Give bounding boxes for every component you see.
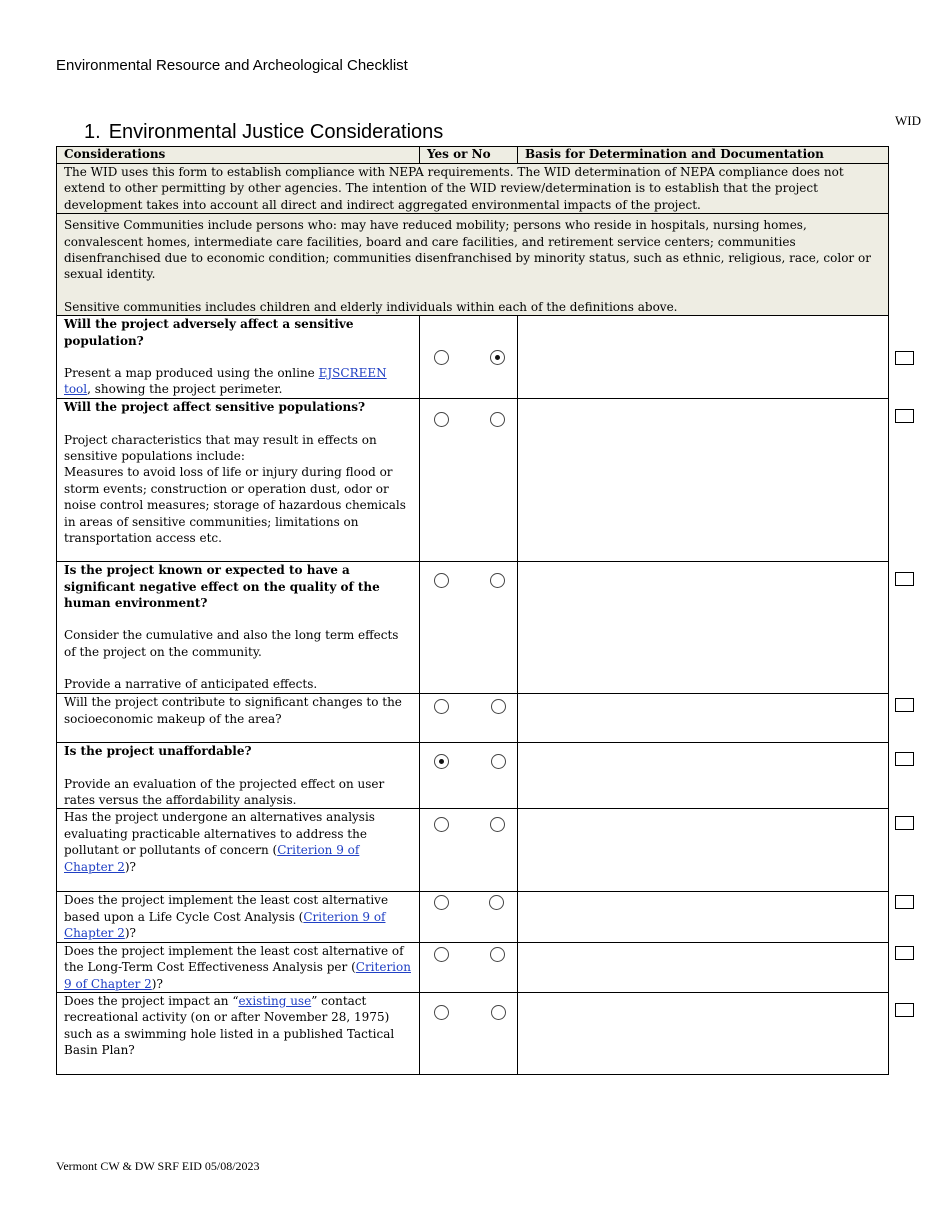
wid-checkbox[interactable] [895,1003,914,1017]
question-text [64,809,412,875]
criterion-9-link[interactable]: Criterion 9 of Chapter 2 [64,909,386,941]
yes-no-cell [420,399,518,562]
table-row [57,809,889,892]
instruction-text: Measures to avoid loss of life or injury during flood or storm events; construction or operation dust, odor or noise control measures; storage of hazardous chemicals in areas of sensitive communities; limitations on transportation access etc. [64,465,406,546]
column-header-yes-no: Yes or No [420,147,518,164]
yes-radio[interactable] [434,1005,449,1020]
instruction-text: Provide an evaluation of the projected effect on user rates versus the affordability analysis. [64,776,385,808]
wid-checkbox[interactable] [895,698,914,712]
no-radio[interactable] [491,699,506,714]
consideration-cell [57,399,420,562]
question-text: Is the project unaffordable? [64,744,252,759]
wid-checkbox[interactable] [895,946,914,960]
sensitive-communities-cell [57,214,889,316]
question-text: Is the project known or expected to have a significant negative effect on the quality of the human environment? [64,563,380,611]
table-header-row [57,147,889,164]
instruction-text: Provide a narrative of anticipated effects. [64,677,318,692]
sensitive-communities-row [57,214,889,316]
question-text: Will the project affect sensitive populations? [64,400,365,415]
basis-cell[interactable] [518,743,889,809]
basis-cell[interactable] [518,399,889,562]
table-row [57,992,889,1074]
wid-checkbox[interactable] [895,816,914,830]
basis-cell[interactable] [518,892,889,942]
question-text-part: Does the project impact an “ [64,993,239,1008]
no-radio[interactable] [490,412,505,427]
yes-radio[interactable] [434,754,449,769]
wid-checkbox[interactable] [895,351,914,365]
document-header: Environmental Resource and Archeological Checklist [56,57,408,74]
instruction-text: Consider the cumulative and also the long term effects of the project on the community. [64,628,399,659]
question-text-part: Does the project implement the least cost alternative based upon a Life Cycle Cost Analysis ( [64,893,389,924]
wid-checkbox[interactable] [895,409,914,423]
section-number: 1. [84,121,101,143]
existing-use-link[interactable]: existing use [238,993,312,1008]
table-row [57,942,889,992]
no-radio[interactable] [489,895,504,910]
column-header-basis: Basis for Determination and Documentation [518,147,889,164]
table-row [57,892,889,942]
yes-no-cell [420,809,518,892]
intro-row [57,164,889,214]
criterion-9-link[interactable]: Criterion 9 of Chapter 2 [64,960,411,991]
question-text-part: )? [124,859,136,874]
no-radio[interactable] [491,754,506,769]
table-row [57,562,889,694]
basis-cell[interactable] [518,942,889,992]
consideration-cell [57,809,420,892]
section-title [84,121,443,144]
yes-no-cell [420,992,518,1074]
question-text: Will the project adversely affect a sensitive population? [64,317,354,348]
yes-radio[interactable] [434,350,449,365]
no-radio[interactable] [491,1005,506,1020]
consideration-cell [57,992,420,1074]
instruction-text-part: Present a map produced using the online [64,366,319,381]
basis-cell[interactable] [518,694,889,743]
instruction-text [64,365,412,398]
consideration-cell [57,694,420,743]
question-text [64,993,412,1059]
question-text: Will the project contribute to significant changes to the socioeconomic makeup of the area? [64,695,402,726]
yes-no-cell [420,892,518,942]
question-text-part: )? [124,926,136,941]
no-radio[interactable] [490,350,505,365]
consideration-cell [57,743,420,809]
yes-radio[interactable] [434,817,449,832]
no-radio[interactable] [490,573,505,588]
yes-no-cell [420,316,518,399]
consideration-cell [57,942,420,992]
consideration-cell [57,892,420,942]
considerations-table [56,146,889,1075]
column-header-considerations: Considerations [57,147,420,164]
consideration-cell [57,562,420,694]
question-text [64,892,412,941]
section-title-text: Environmental Justice Considerations [108,121,444,143]
instruction-text: Project characteristics that may result in effects on sensitive populations include: [64,432,377,464]
basis-cell[interactable] [518,809,889,892]
yes-radio[interactable] [434,412,449,427]
table-row [57,316,889,399]
wid-checkbox[interactable] [895,572,914,586]
no-radio[interactable] [490,947,505,962]
sensitive-communities-definition: Sensitive Communities include persons who: may have reduced mobility; persons who reside in hospitals, nursing homes, convalescent homes, intermediate care facilities, board and care facilities, and retirement service centers; communities disenfranchised due to economic condition; communities disenfranchised by minority status, such as ethnic, religious, race, color or sexual identity. [64,218,871,282]
yes-no-cell [420,743,518,809]
yes-radio[interactable] [434,947,449,962]
question-text-part: Does the project implement the least cost alternative of the Long-Term Cost Effectiveness Analysis per ( [64,943,404,975]
basis-cell[interactable] [518,562,889,694]
yes-no-cell [420,942,518,992]
question-text-part: Has the project undergone an alternatives analysis evaluating practicable alternatives to address the pollutant or pollutants of concern ( [64,810,375,858]
question-text-part: ” contact recreational activity (on or after November 28, 1975) such as a swimming hole listed in a published Tactical Basin Plan? [64,993,395,1058]
wid-checkbox[interactable] [895,752,914,766]
yes-no-cell [420,694,518,743]
wid-column-label: WID [895,113,921,128]
yes-radio[interactable] [434,573,449,588]
sensitive-communities-note: Sensitive communities includes children and elderly individuals within each of the definitions above. [64,299,678,314]
basis-cell[interactable] [518,316,889,399]
intro-text: The WID uses this form to establish compliance with NEPA requirements. The WID determination of NEPA compliance does not extend to other permitting by other agencies. The intention of the WID review/determination is to establish that the project development takes into account all direct and indirect aggregated environmental impacts of the project. [57,164,889,214]
yes-no-cell [420,562,518,694]
yes-radio[interactable] [434,699,449,714]
table-row [57,399,889,562]
document-footer: Vermont CW & DW SRF EID 05/08/2023 [56,1159,260,1173]
criterion-9-link[interactable]: Criterion 9 of Chapter 2 [64,843,360,874]
table-row [57,743,889,809]
question-text [64,943,412,992]
instruction-text-part: , showing the project perimeter. [87,382,283,397]
consideration-cell [57,316,420,399]
table-row [57,694,889,743]
basis-cell[interactable] [518,992,889,1074]
yes-radio[interactable] [434,895,449,910]
ejscreen-tool-link[interactable]: EJSCREEN tool [64,366,387,397]
wid-checkbox[interactable] [895,895,914,909]
no-radio[interactable] [490,817,505,832]
question-text-part: )? [151,976,163,991]
